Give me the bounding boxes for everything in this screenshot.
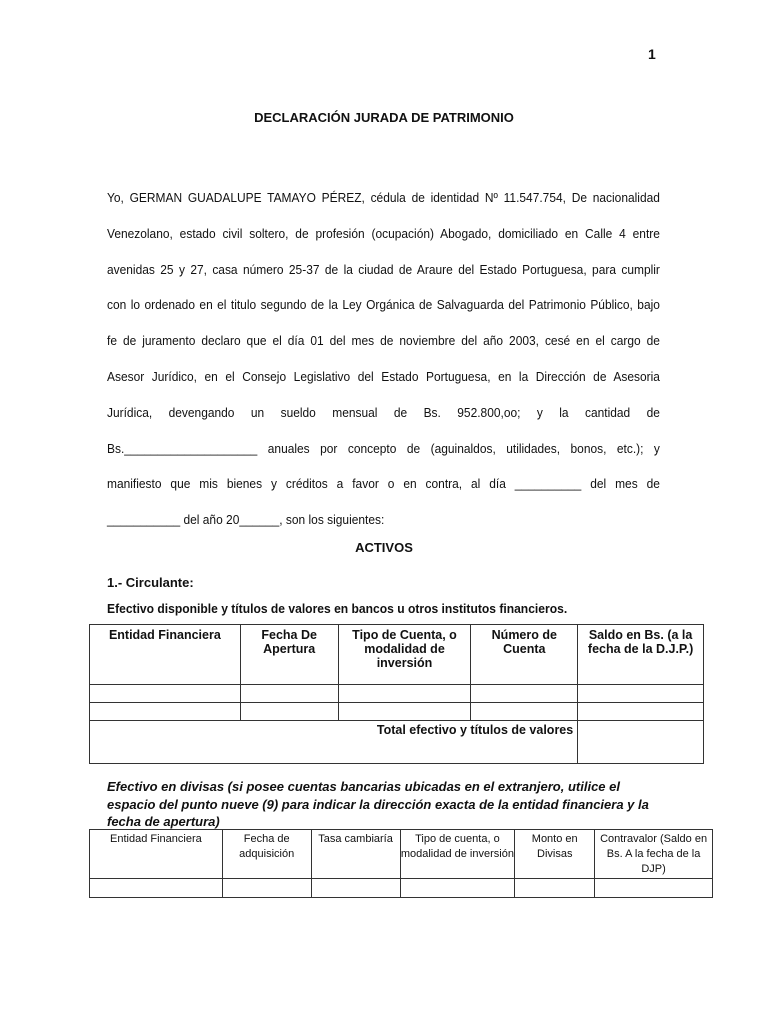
paragraph-line: fe de juramento declaro que el día 01 del mes de noviembre del año 2003, cesé en el cargo de [107, 333, 660, 349]
table-cell[interactable] [338, 685, 471, 703]
table-row [90, 685, 704, 703]
total-value-cell[interactable] [578, 721, 704, 764]
column-header: Saldo en Bs. (a la fecha de la D.J.P.) [578, 625, 704, 685]
paragraph-line: avenidas 25 y 27, casa número 25-37 de la ciudad de Araure del Estado Portuguesa, para cumplir [107, 261, 660, 277]
column-header: Tipo de cuenta, o modalidad de inversión [400, 830, 515, 879]
activos-heading: ACTIVOS [355, 540, 413, 555]
table-cell[interactable] [400, 879, 515, 898]
column-header: Fecha De Apertura [240, 625, 338, 685]
table-cell[interactable] [240, 685, 338, 703]
divisas-note: Efectivo en divisas (si posee cuentas bancarias ubicadas en el extranjero, utilice el espacio del punto nueve (9) para indicar la dirección exacta de la entidad financiera y la fecha de apertura) [107, 779, 649, 829]
paragraph-line: Bs.____________________ anuales por concepto de (aguinaldos, utilidades, bonos, etc.); y [107, 440, 660, 456]
table-row [90, 879, 713, 898]
table-cell[interactable] [578, 685, 704, 703]
paragraph-line: Jurídica, devengando un sueldo mensual de Bs. 952.800,oo; y la cantidad de [107, 404, 660, 420]
column-header: Entidad Financiera [90, 830, 223, 879]
paragraph-line: ___________ del año 20______, son los siguientes: [107, 512, 385, 528]
paragraph-line: Yo, GERMAN GUADALUPE TAMAYO PÉREZ, cédula de identidad Nº 11.547.754, De nacionalidad [107, 190, 660, 205]
table-cell[interactable] [222, 879, 311, 898]
column-header: Tipo de Cuenta, o modalidad de inversión [338, 625, 471, 685]
table-cell[interactable] [338, 703, 471, 721]
table-cell[interactable] [90, 685, 241, 703]
paragraph-line: con lo ordenado en el titulo segundo de la Ley Orgánica de Salvaguarda del Patrimonio Público, bajo [107, 297, 660, 313]
table-cell[interactable] [471, 703, 578, 721]
page-number: 1 [648, 46, 656, 62]
document-title: DECLARACIÓN JURADA DE PATRIMONIO [254, 110, 514, 125]
total-row [90, 721, 704, 764]
table-cell[interactable] [90, 879, 223, 898]
column-header: Fecha de adquisición [222, 830, 311, 879]
table-cell[interactable] [471, 685, 578, 703]
table-cell[interactable] [515, 879, 595, 898]
column-header: Contravalor (Saldo en Bs. A la fecha de la DJP) [595, 830, 713, 879]
section-circulante-heading: 1.- Circulante: [107, 575, 194, 590]
table-cell[interactable] [90, 703, 241, 721]
total-label: Total efectivo y títulos de valores [90, 721, 578, 764]
efectivo-table [89, 624, 704, 764]
table-header-row [90, 625, 704, 685]
column-header: Monto en Divisas [515, 830, 595, 879]
paragraph-line: Venezolano, estado civil soltero, de profesión (ocupación) Abogado, domiciliado en Calle 4 entre [107, 225, 660, 241]
column-header: Entidad Financiera [90, 625, 241, 685]
column-header: Número de Cuenta [471, 625, 578, 685]
table-cell[interactable] [578, 703, 704, 721]
table-header-row [90, 830, 713, 879]
section-circulante-subheading: Efectivo disponible y títulos de valores en bancos u otros institutos financieros. [107, 601, 568, 616]
paragraph-line: manifiesto que mis bienes y créditos a favor o en contra, al día __________ del mes de [107, 476, 660, 492]
table-cell[interactable] [311, 879, 400, 898]
declaration-paragraph [107, 180, 660, 538]
paragraph-line: Asesor Jurídico, en el Consejo Legislativo del Estado Portuguesa, en la Dirección de Asesoria [107, 368, 660, 384]
divisas-table [89, 829, 713, 898]
table-cell[interactable] [240, 703, 338, 721]
table-row [90, 703, 704, 721]
column-header: Tasa cambiaría [311, 830, 400, 879]
table-cell[interactable] [595, 879, 713, 898]
